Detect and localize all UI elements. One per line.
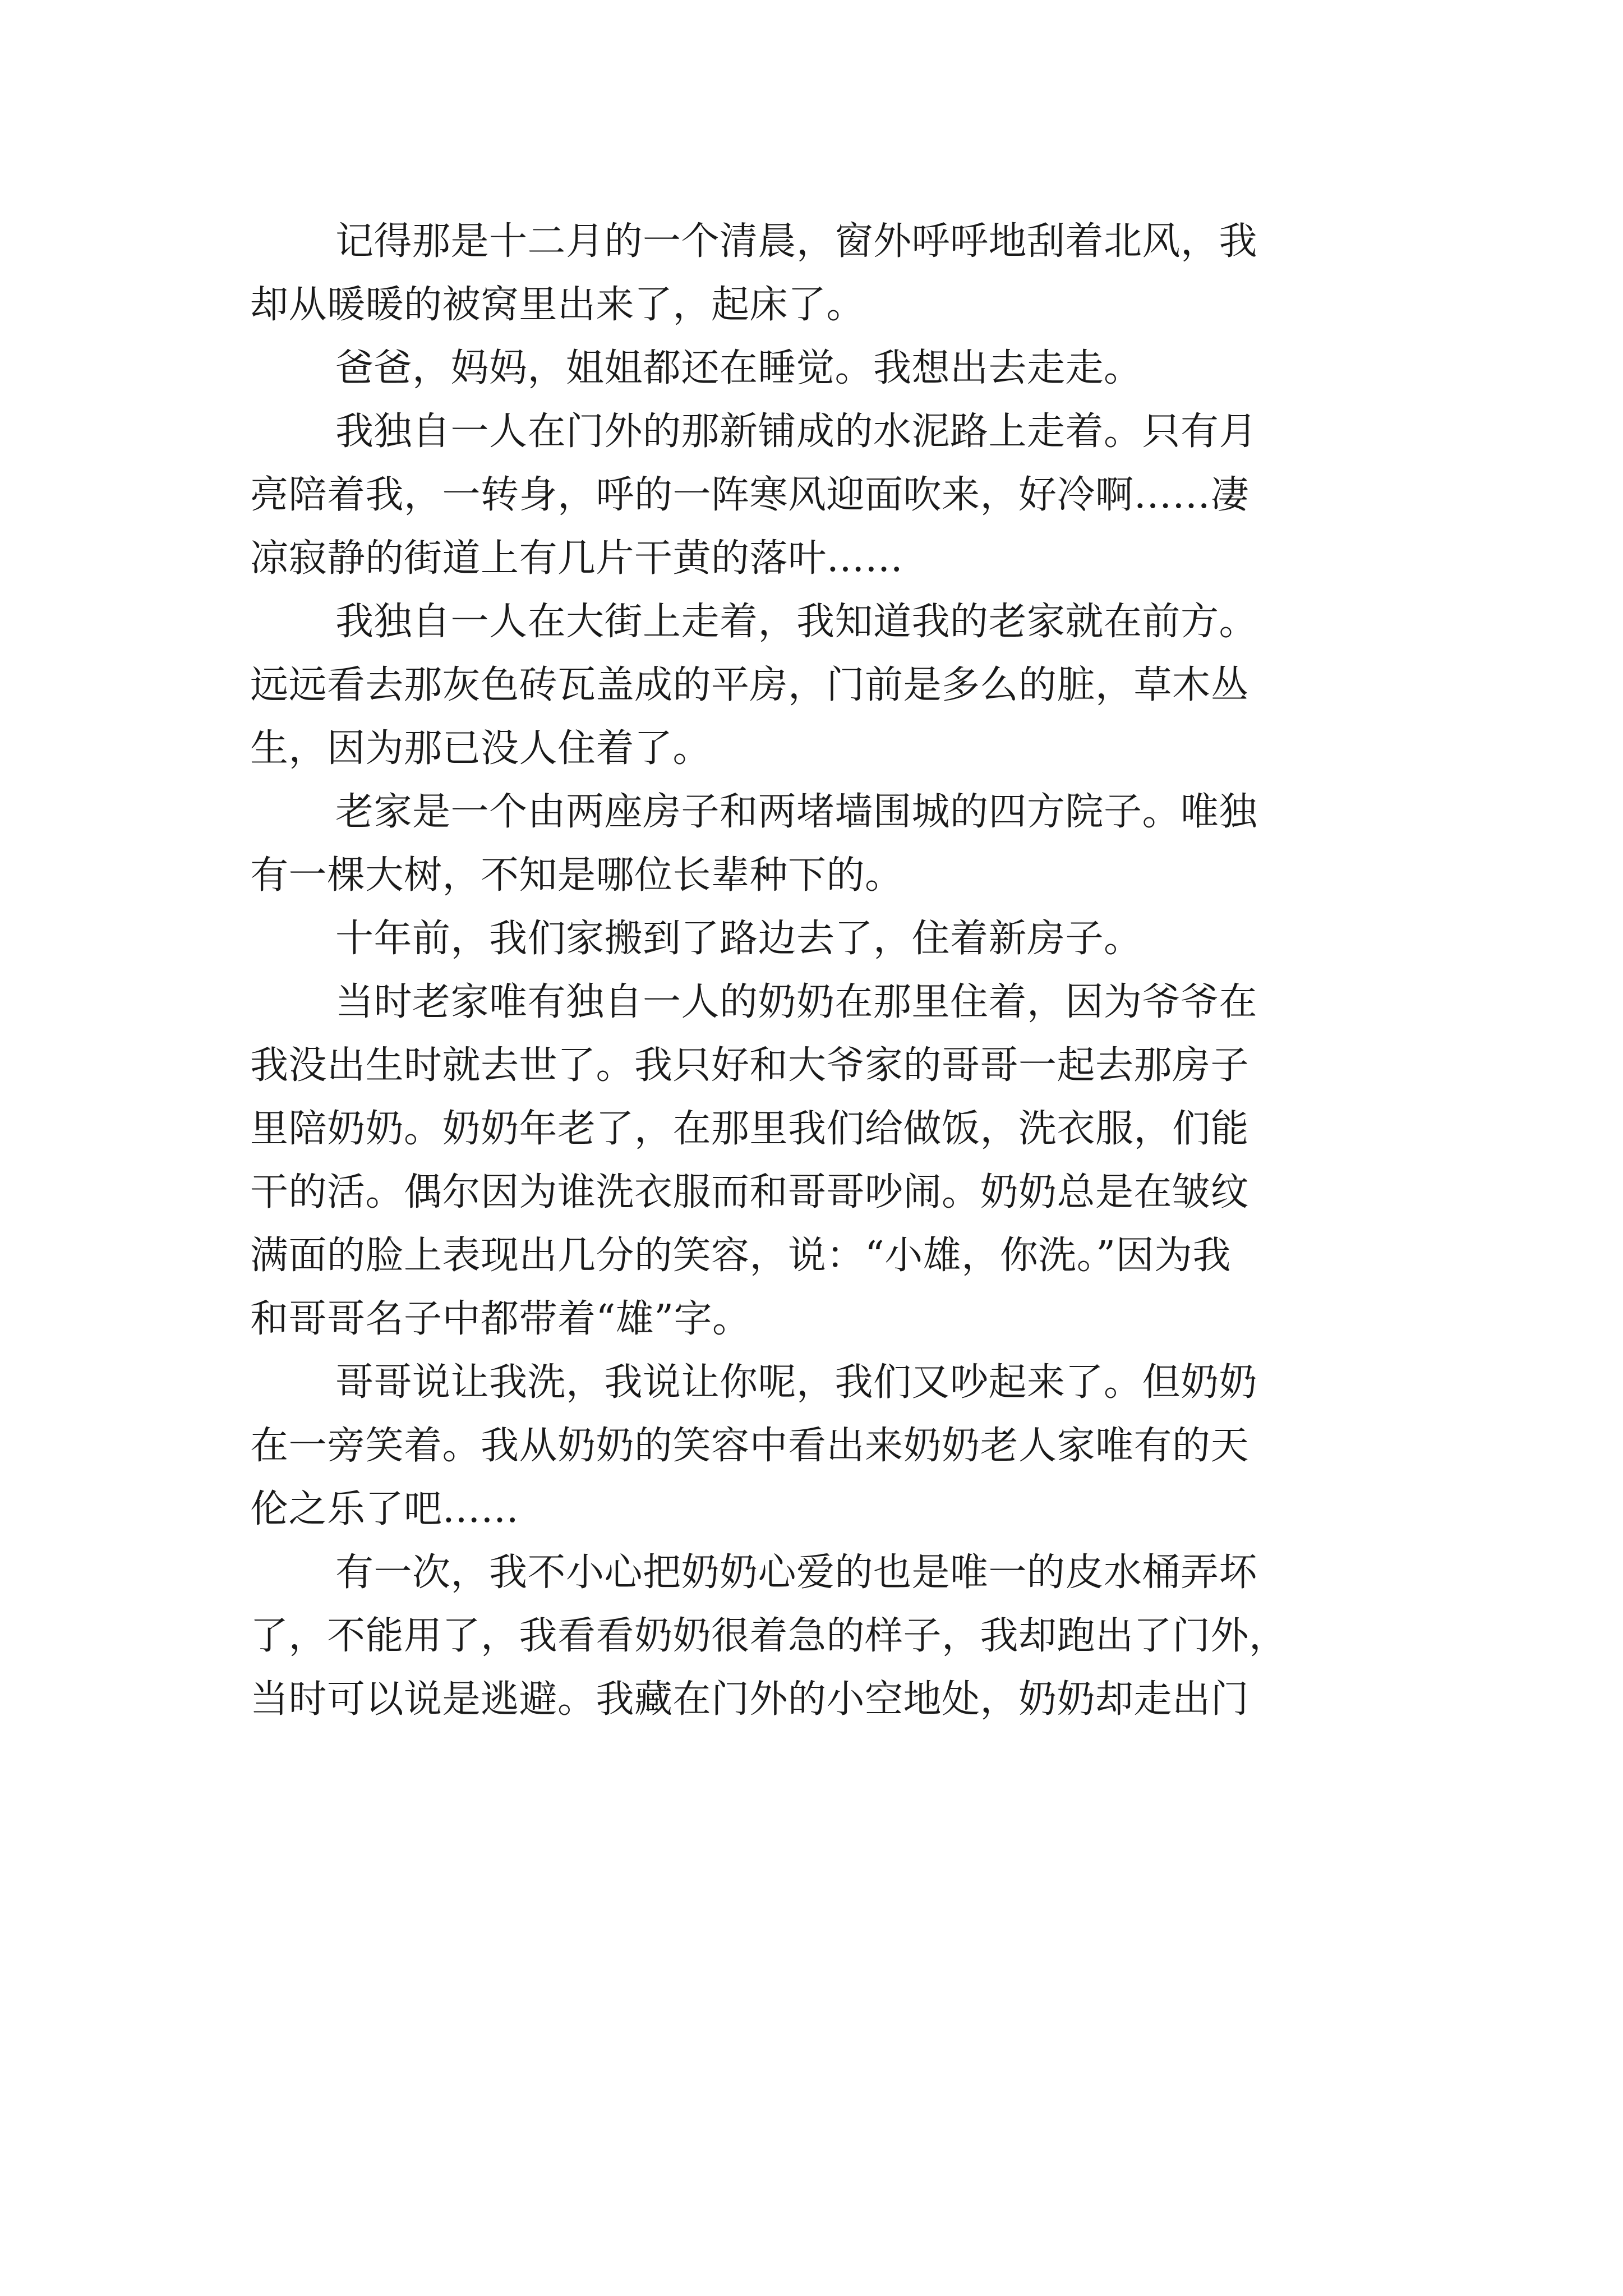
text-line: 我独自一人在大街上走着，我知道我的老家就在前方。 <box>335 600 1258 644</box>
text-line: 干的活。偶尔因为谁洗衣服而和哥哥吵闹。奶奶总是在皱纹 <box>250 1170 1249 1214</box>
text-line: 记得那是十二月的一个清晨，窗外呼呼地刮着北风，我 <box>335 219 1258 264</box>
text-line: 老家是一个由两座房子和两堵墙围城的四方院子。唯独 <box>335 790 1258 834</box>
text-line: 生，因为那已没人住着了。 <box>250 726 712 771</box>
text-line: 和哥哥名子中都带着“雄”字。 <box>250 1297 751 1341</box>
text-line: 了，不能用了，我看看奶奶很着急的样子，我却跑出了门外， <box>250 1614 1288 1658</box>
text-line: 有一次，我不小心把奶奶心爱的也是唯一的皮水桶弄坏 <box>335 1550 1258 1595</box>
text-line: 我没出生时就去世了。我只好和大爷家的哥哥一起去那房子 <box>250 1043 1249 1088</box>
text-line: 当时老家唯有独自一人的奶奶在那里住着，因为爷爷在 <box>335 980 1258 1024</box>
text-line: 远远看去那灰色砖瓦盖成的平房，门前是多么的脏，草木丛 <box>250 663 1249 707</box>
text-line: 在一旁笑着。我从奶奶的笑容中看出来奶奶老人家唯有的天 <box>250 1424 1249 1468</box>
text-line: 我独自一人在门外的那新铺成的水泥路上走着。只有月 <box>335 409 1258 454</box>
text-line: 亮陪着我，一转身，呼的一阵寒风迎面吹来，好冷啊……凄 <box>250 473 1249 517</box>
text-line: 十年前，我们家搬到了路边去了，住着新房子。 <box>335 917 1142 961</box>
text-line: 凉寂静的街道上有几片干黄的落叶…… <box>250 536 903 581</box>
text-line: 爸爸，妈妈，姐姐都还在睡觉。我想出去走走。 <box>335 346 1142 390</box>
text-line: 当时可以说是逃避。我藏在门外的小空地处，奶奶却走出门 <box>250 1677 1249 1722</box>
text-line: 有一棵大树，不知是哪位长辈种下的。 <box>250 853 903 898</box>
text-line: 满面的脸上表现出几分的笑容，说：“小雄，你洗。”因为我 <box>250 1234 1232 1278</box>
essay-body <box>250 210 1394 1731</box>
text-line: 伦之乐了吧…… <box>250 1487 519 1531</box>
text-line: 哥哥说让我洗，我说让你呢，我们又吵起来了。但奶奶 <box>335 1360 1258 1405</box>
text-line: 里陪奶奶。奶奶年老了，在那里我们给做饭，洗衣服，们能 <box>250 1107 1249 1151</box>
text-line: 却从暖暖的被窝里出来了，起床了。 <box>250 283 865 327</box>
